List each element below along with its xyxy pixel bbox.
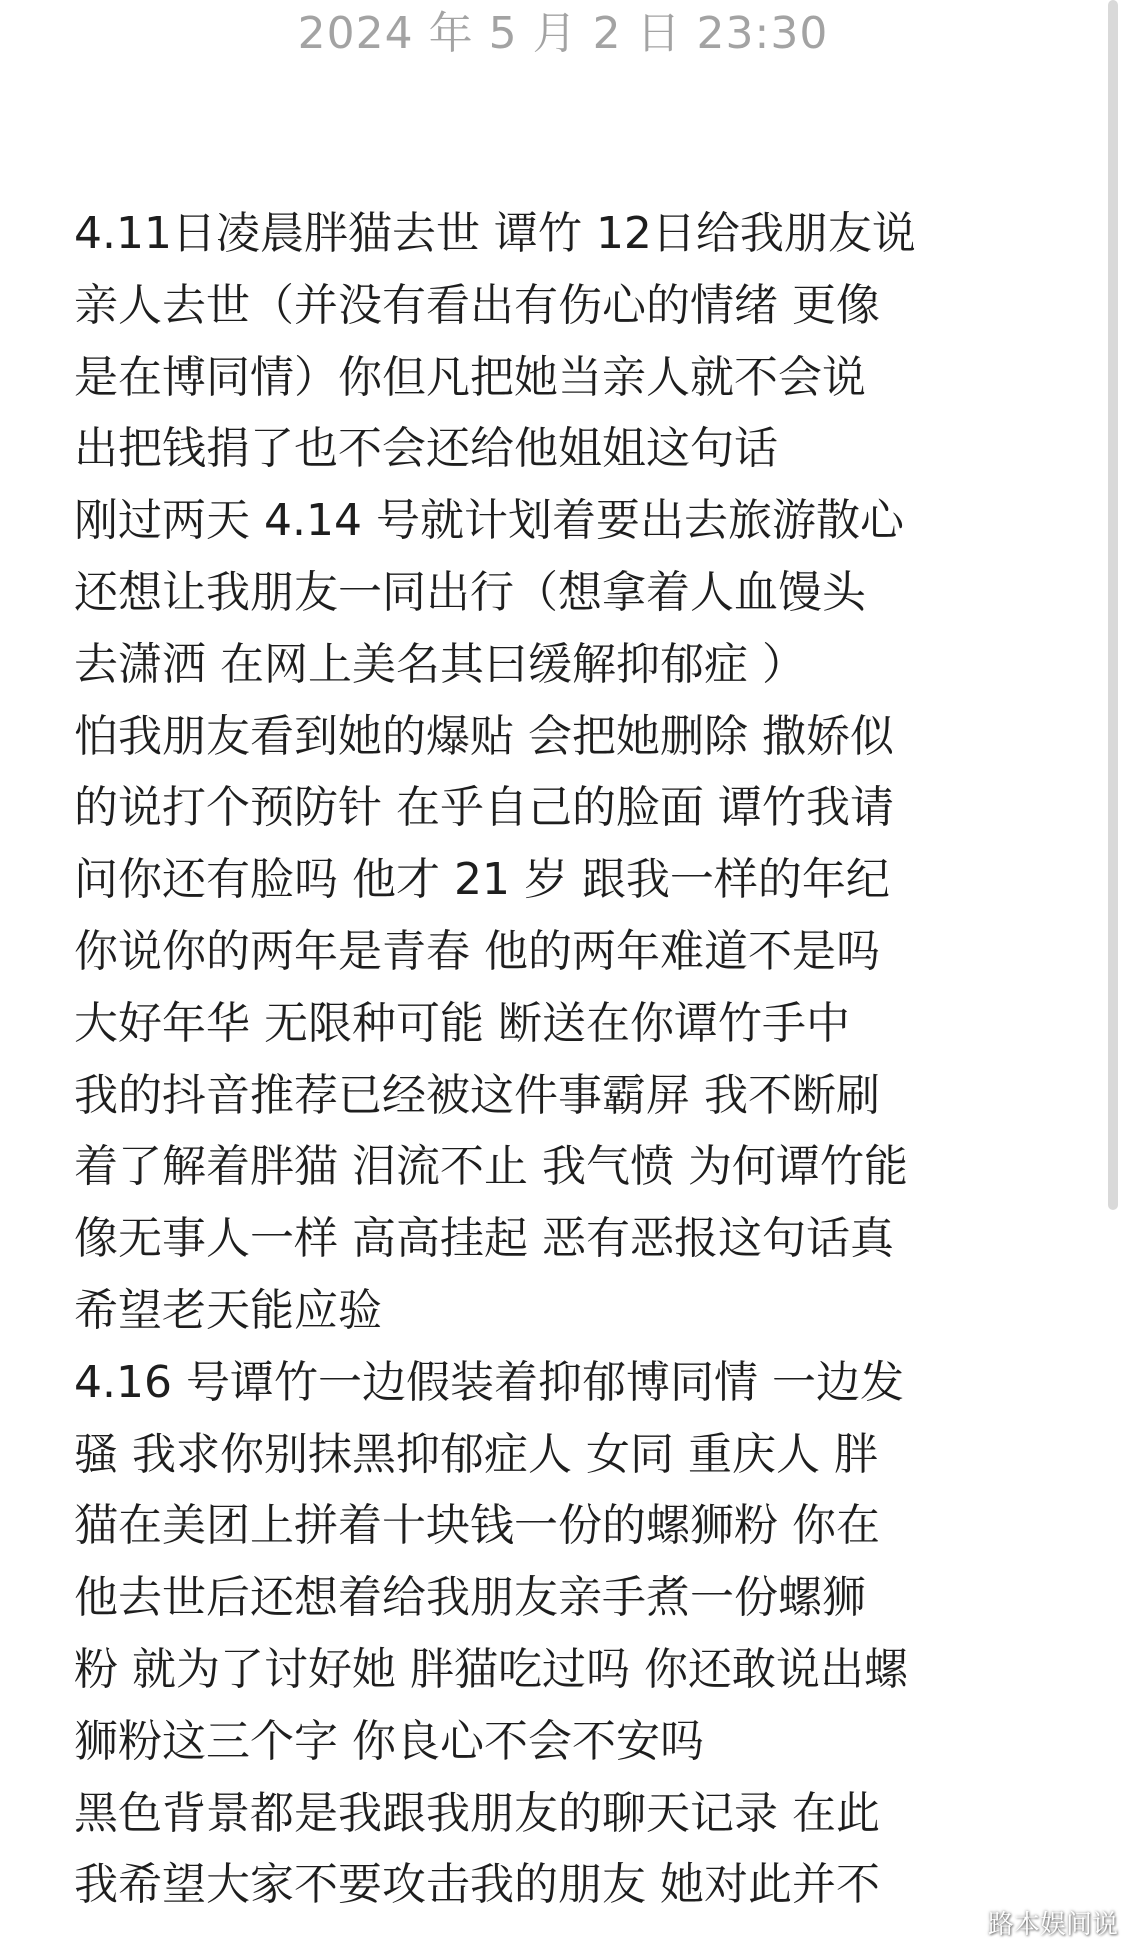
scrollbar-thumb[interactable] [1108,0,1118,1210]
note-line: 出把钱捐了也不会还给他姐姐这句话 [74,423,778,475]
note-line: 我希望大家不要攻击我的朋友 她对此并不 [74,1859,880,1911]
note-line: 还想让我朋友一同出行（想拿着人血馒头 [74,566,866,618]
note-body[interactable] [74,198,1084,1921]
note-line: 像无事人一样 高高挂起 恶有恶报这句话真 [74,1213,894,1265]
note-line: 大好年华 无限种可能 断送在你谭竹手中 [74,997,850,1049]
note-line: 4.11日凌晨胖猫去世 谭竹 12日给我朋友说 [74,208,916,259]
note-line: 亲人去世（并没有看出有伤心的情绪 更像 [74,279,880,331]
note-line: 骚 我求你别抹黑抑郁症人 女同 重庆人 胖 [74,1428,878,1480]
note-line: 是在博同情）你但凡把她当亲人就不会说 [74,351,866,403]
note-line: 他去世后还想着给我朋友亲手煮一份螺狮 [74,1572,866,1624]
note-line: 我的抖音推荐已经被这件事霸屏 我不断刷 [74,1069,880,1121]
note-line: 4.16 号谭竹一边假装着抑郁博同情 一边发 [74,1356,904,1408]
note-line: 粉 就为了讨好她 胖猫吃过吗 你还敢说出螺 [74,1643,908,1695]
note-line: 希望老天能应验 [74,1284,382,1336]
note-line: 的说打个预防针 在乎自己的脸面 谭竹我请 [74,782,894,834]
watermark: 路本娱间说 [987,1910,1118,1940]
note-line: 着了解着胖猫 泪流不止 我气愤 为何谭竹能 [74,1141,908,1193]
note-line: 黑色背景都是我跟我朋友的聊天记录 在此 [74,1787,880,1839]
note-line: 怕我朋友看到她的爆贴 会把她删除 撒娇似 [74,710,894,762]
note-line: 猫在美团上拼着十块钱一份的螺狮粉 你在 [74,1500,880,1552]
note-line: 狮粉这三个字 你良心不会不安吗 [74,1715,704,1767]
note-timestamp: 2024 年 5 月 2 日 23:30 [297,8,829,59]
note-line: 刚过两天 4.14 号就计划着要出去旅游散心 [74,495,904,547]
note-line: 你说你的两年是青春 他的两年难道不是吗 [74,925,880,977]
note-line: 去潇洒 在网上美名其曰缓解抑郁症 ） [74,638,806,690]
note-line: 问你还有脸吗 他才 21 岁 跟我一样的年纪 [74,854,890,906]
